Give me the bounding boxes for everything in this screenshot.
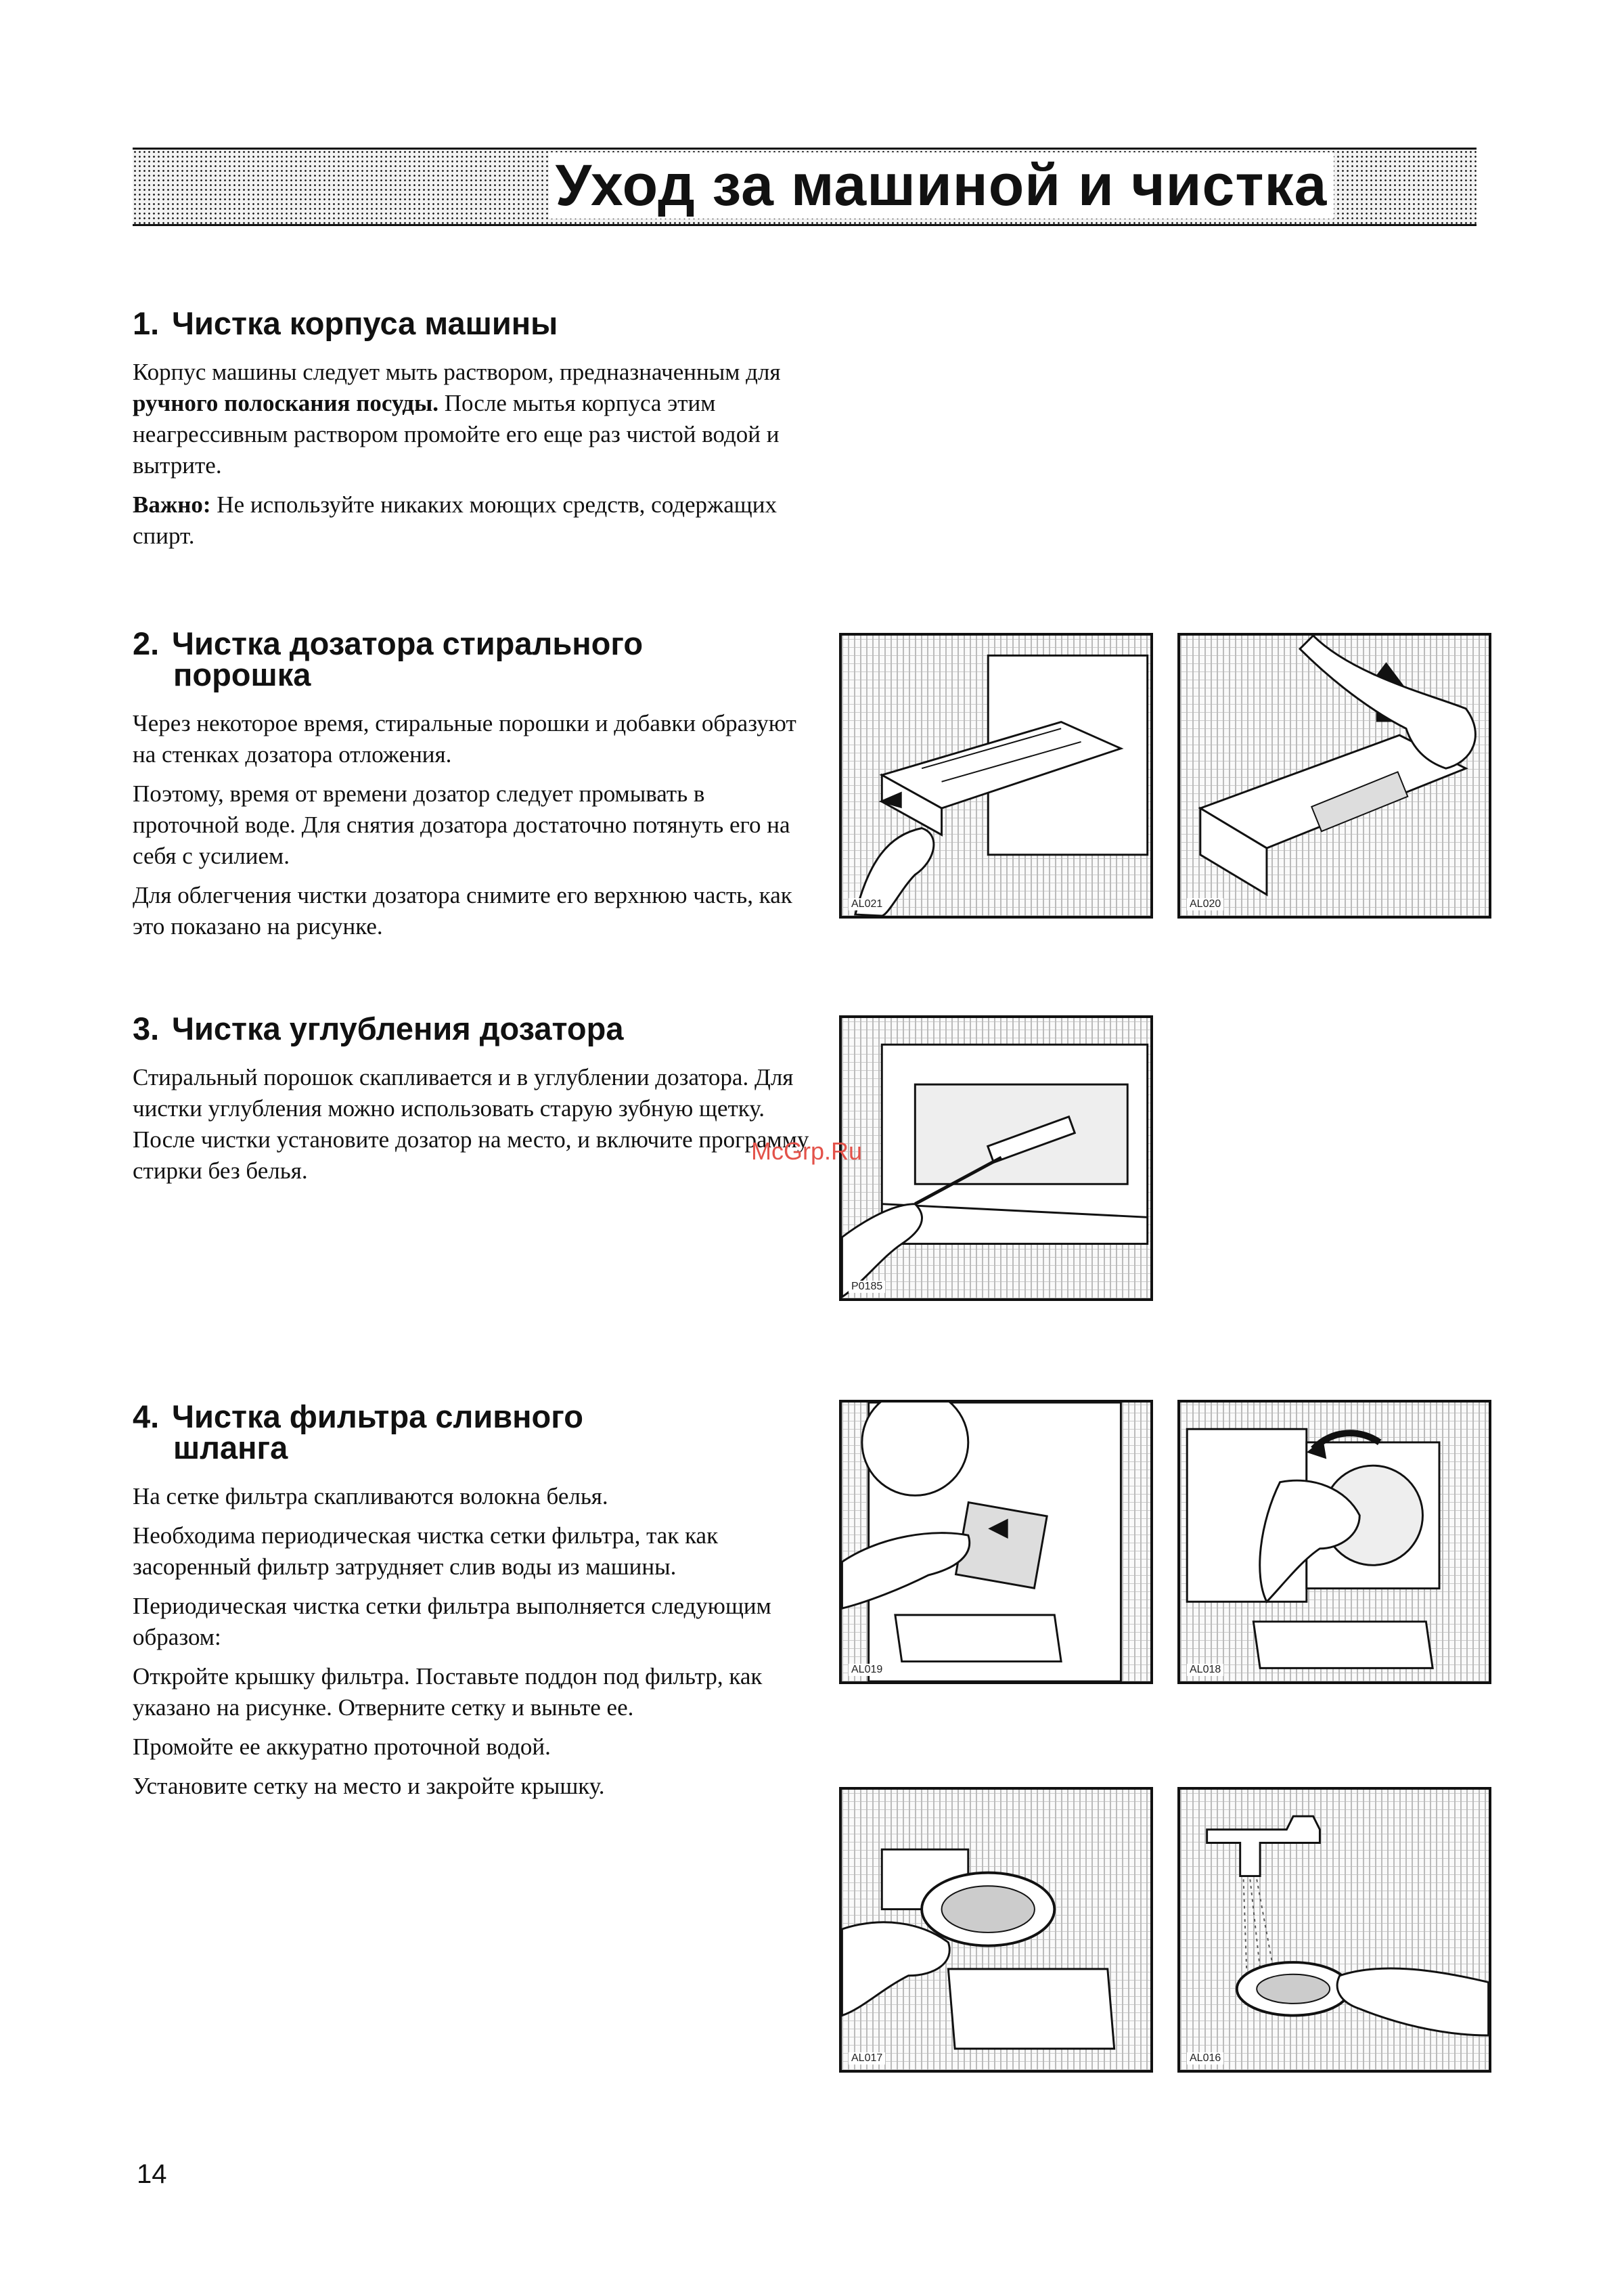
important-note	[133, 489, 809, 552]
paragraph: Установите сетку на место и закройте крышку.	[133, 1773, 605, 1799]
section-title-continued: шланга	[173, 1430, 288, 1465]
figure-code: AL018	[1187, 1664, 1223, 1676]
section-1-body-cleaning	[133, 305, 809, 560]
paragraph: Периодическая чистка сетки фильтра выполняется следующим образом:	[133, 1593, 771, 1650]
figure-code: AL019	[849, 1664, 885, 1676]
note-label: Важно:	[133, 491, 211, 518]
section-number: 1.	[133, 305, 160, 341]
bold-text: ручного полоскания посуды.	[133, 390, 439, 416]
brush-dispenser-recess-illustration	[842, 1018, 1150, 1298]
paragraph: Откройте крышку фильтра. Поставьте поддон под фильтр, как указано на рисунке. Отверните сетку и выньте ее.	[133, 1663, 763, 1721]
figure-code: AL021	[849, 898, 885, 910]
section-number: 2.	[133, 625, 160, 661]
note-text: Не используйте никаких моющих средств, содержащих спирт.	[133, 491, 777, 549]
unscrew-filter-illustration	[1180, 1403, 1489, 1681]
section-heading	[133, 1398, 809, 1465]
paragraph: Необходима периодическая чистка сетки фильтра, так как засоренный фильтр затрудняет слив воды из машины.	[133, 1522, 719, 1580]
tap-icon	[1207, 1816, 1320, 1876]
section-title: Чистка дозатора стирального	[172, 625, 644, 661]
section-title: Чистка фильтра сливного	[172, 1398, 583, 1434]
section-2-dispenser-cleaning	[133, 625, 809, 950]
figure-code: AL020	[1187, 898, 1223, 910]
text-run: Корпус машины следует мыть раствором, предназначенным для	[133, 359, 781, 385]
figure-remove-filter-mesh	[839, 1787, 1153, 2073]
paragraph	[133, 357, 809, 481]
figure-code: AL017	[849, 2052, 885, 2065]
section-number: 3.	[133, 1011, 160, 1046]
text-run: После мытья корпуса этим неагрессивным раствором промойте его еще раз чистой водой и вытрите.	[133, 390, 780, 479]
figure-open-filter-flap	[839, 1400, 1153, 1684]
pull-out-dispenser-illustration	[842, 636, 1150, 916]
section-title: Чистка корпуса машины	[172, 305, 558, 341]
figure-unscrew-filter	[1177, 1400, 1491, 1684]
figure-pull-dispenser	[839, 633, 1153, 919]
paragraph: Через некоторое время, стиральные порошки и добавки образуют на стенках дозатора отложения.	[133, 710, 796, 768]
section-3-dispenser-recess	[133, 1013, 809, 1195]
open-filter-flap-illustration	[842, 1403, 1150, 1681]
remove-filter-mesh-illustration	[842, 1790, 1150, 2070]
figure-rinse-filter	[1177, 1787, 1491, 2073]
figure-brush-recess	[839, 1015, 1153, 1301]
remove-dispenser-top-illustration	[1180, 636, 1489, 916]
paragraph: Поэтому, время от времени дозатор следует промывать в проточной воде. Для снятия дозатора достаточно потянуть его на себя с усилием.	[133, 780, 790, 869]
figure-code: AL016	[1187, 2052, 1223, 2065]
watermark: McGrp.Ru	[751, 1137, 863, 1165]
section-heading	[133, 1013, 809, 1044]
paragraph: Промойте ее аккуратно проточной водой.	[133, 1734, 551, 1760]
paragraph: Для облегчения чистки дозатора снимите его верхнюю часть, как это показано на рисунке.	[133, 882, 792, 940]
paragraph: На сетке фильтра скапливаются волокна белья.	[133, 1483, 608, 1509]
figure-code: P0185	[849, 1281, 885, 1293]
section-4-filter-cleaning	[133, 1398, 809, 1810]
figure-remove-dispenser-top	[1177, 633, 1491, 919]
section-title-continued: порошка	[173, 657, 311, 692]
rinse-filter-tap-illustration	[1180, 1790, 1489, 2070]
section-number: 4.	[133, 1398, 160, 1434]
page-title: Уход за машиной и чистка	[549, 152, 1334, 219]
header-banner	[133, 148, 1477, 226]
section-heading	[133, 305, 809, 341]
section-title: Чистка углубления дозатора	[172, 1011, 624, 1046]
paragraph: Стиральный порошок скапливается и в углублении дозатора. Для чистки углубления можно использовать старую зубную щетку. После чистки установите дозатор на место, и включите программу стирки без белья.	[133, 1064, 809, 1184]
section-heading	[133, 625, 809, 692]
page-number: 14	[137, 2159, 167, 2189]
